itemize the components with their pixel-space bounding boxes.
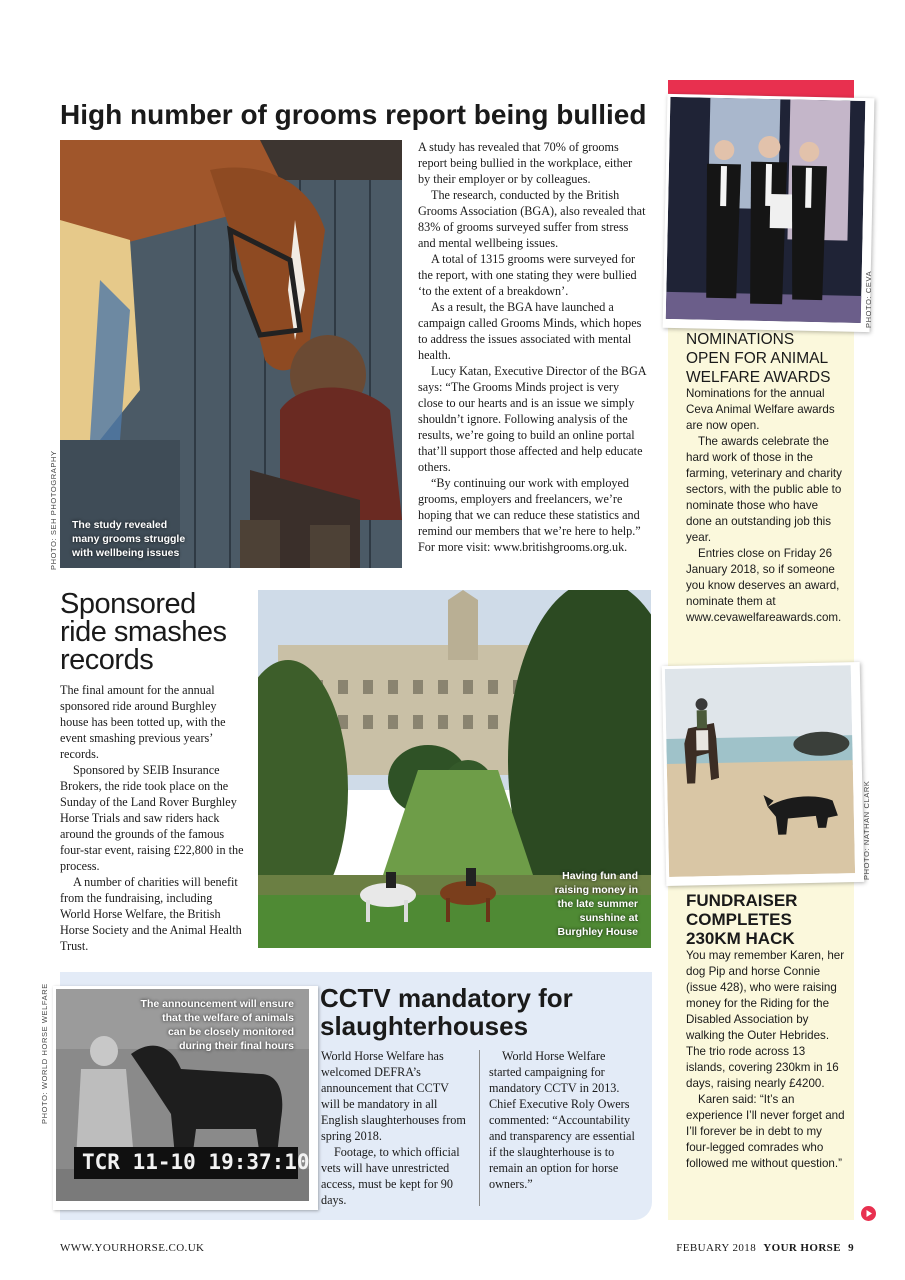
column-divider [479, 1050, 480, 1206]
sidebar-story-nominations [686, 386, 846, 626]
headline-line: records [60, 644, 154, 676]
sidebar-headline-nominations [686, 330, 854, 387]
caption-line: the late summer [557, 898, 638, 910]
cctv-timestamp: TCR 11-10 19:37:10 [82, 1150, 310, 1174]
paragraph: As a result, the BGA have launched a campaign called Grooms Minds, which hopes to address the issues associated with mental health. [418, 300, 642, 362]
sidebar-story-fundraiser [686, 948, 846, 1172]
paragraph: Sponsored by SEIB Insurance Brokers, the ride took place on the Sunday of the Land Rover Burghley Horse Trials and saw riders hack around the grounds of the famous four-star event, raising £22,800 in the process. [60, 763, 244, 873]
footer-page-number: 9 [848, 1242, 854, 1254]
paragraph: “By continuing our work with employed grooms, employers and freelancers, we’re hoping that we can reduce these statistics and remind our members that we’re here to help.” For more visit: www.britishgrooms.org.uk. [418, 476, 641, 554]
caption-line: Having fun and [562, 870, 638, 882]
headline-line: COMPLETES [686, 910, 792, 929]
paragraph: A number of charities will benefit from the fundraising, including World Horse Welfare, the British Horse Society and the Animal Health Trust. [60, 875, 242, 953]
photo-credit-ceva: PHOTO: CEVA [864, 270, 873, 328]
caption-line: The announcement will ensure [140, 998, 294, 1010]
caption-line: can be closely monitored [167, 1026, 294, 1038]
paragraph: Nominations for the annual Ceva Animal Welfare awards are now open. [686, 387, 835, 432]
footer-folio [600, 1242, 854, 1254]
caption-line: sunshine at [579, 912, 638, 924]
photo-credit-whw: PHOTO: WORLD HORSE WELFARE [40, 983, 49, 1124]
headline-line: ride smashes [60, 616, 227, 648]
headline-grooms-bullied: High number of grooms report being bullied [60, 99, 647, 130]
paragraph: The awards celebrate the hard work of those in the farming, veterinary and charity sectors, with the public able to nominate those who have done an outstanding job this year. [686, 435, 842, 544]
headline-line: WELFARE AWARDS [686, 369, 831, 386]
article-grooms-body [418, 139, 646, 555]
article-sponsored-ride-body [60, 682, 244, 954]
caption-line: that the welfare of animals [162, 1012, 294, 1024]
paragraph: World Horse Welfare has welcomed DEFRA’s announcement that CCTV will be mandatory in all English slaughterhouses from spring 2018. [321, 1049, 466, 1143]
photo-beach-horse-dog [662, 662, 865, 886]
paragraph: A study has revealed that 70% of grooms report being bullied in the workplace, either by their employer or by colleagues. [418, 140, 633, 186]
headline-sponsored-ride [60, 590, 250, 674]
paragraph: Karen said: “It’s an experience I’ll never forget and I’ll forever be in debt to my four-legged comrades who followed me without question.” [686, 1093, 845, 1170]
caption-line: with wellbeing issues [72, 547, 180, 559]
headline-line: Sponsored [60, 588, 196, 620]
headline-line: slaughterhouses [320, 1011, 529, 1041]
article-cctv-col1 [321, 1048, 469, 1208]
headline-line: 230KM HACK [686, 929, 795, 948]
paragraph: Entries close on Friday 26 January 2018, so if someone you know deserves an award, nominate them at www.cevawelfareawards.com. [686, 547, 842, 624]
sidebar-headline-fundraiser [686, 891, 854, 948]
caption-grooms [72, 518, 212, 560]
caption-line: raising money in [554, 884, 638, 896]
caption-burghley [520, 869, 638, 939]
continue-arrow-icon[interactable] [861, 1206, 876, 1221]
headline-line: NOMINATIONS [686, 331, 795, 348]
headline-cctv [320, 984, 650, 1040]
footer-website[interactable]: WWW.YOURHORSE.CO.UK [60, 1242, 205, 1254]
paragraph: Footage, to which official vets will have unrestricted access, must be kept for 90 days. [321, 1145, 460, 1207]
caption-line: during their final hours [179, 1040, 294, 1052]
headline-line: FUNDRAISER [686, 891, 798, 910]
footer-brand: YOUR HORSE [763, 1242, 841, 1254]
caption-cctv [112, 997, 294, 1053]
photo-credit-seh: PHOTO: SEH PHOTOGRAPHY [49, 450, 58, 570]
caption-line: The study revealed [72, 519, 168, 531]
paragraph: The research, conducted by the British Grooms Association (BGA), also revealed that 83% of grooms surveyed suffer from stress and mental wellbeing issues. [418, 188, 646, 250]
caption-line: many grooms struggle [72, 533, 186, 545]
article-cctv-col2 [489, 1048, 639, 1192]
paragraph: World Horse Welfare started campaigning for mandatory CCTV in 2013. Chief Executive Roly Owers commented: “Accountability and transparency are essential if the slaughterhouse is to remain an option for horse owners.” [489, 1049, 635, 1191]
paragraph: Lucy Katan, Executive Director of the BGA says: “The Grooms Minds project is very close to our hearts and is an issue we simply shouldn’t ignore. Following analysis of the results, we’re going to build an online portal that’ll support those affected and help educate others. [418, 364, 646, 474]
photo-groom-with-horse [60, 140, 402, 568]
photo-awards-ceremony [663, 94, 875, 332]
footer-issue: FEBUARY 2018 [676, 1242, 757, 1254]
photo-credit-nathan-clark: PHOTO: NATHAN CLARK [862, 780, 871, 880]
paragraph: The final amount for the annual sponsored ride around Burghley house has been totted up, with the event smashing previous years’ records. [60, 683, 226, 761]
paragraph: A total of 1315 grooms were surveyed for the report, with one stating they were bullied ‘to the extent of a breakdown’. [418, 252, 637, 298]
paragraph: You may remember Karen, her dog Pip and horse Connie (issue 428), who were raising money for the Riding for the Disabled Association by walking the Outer Hebrides. The trio rode across 13 islands, covering 230km in 16 days, raising nearly £4200. [686, 949, 845, 1090]
headline-line: CCTV mandatory for [320, 983, 573, 1013]
caption-line: Burghley House [557, 926, 638, 938]
headline-line: OPEN FOR ANIMAL [686, 350, 829, 367]
